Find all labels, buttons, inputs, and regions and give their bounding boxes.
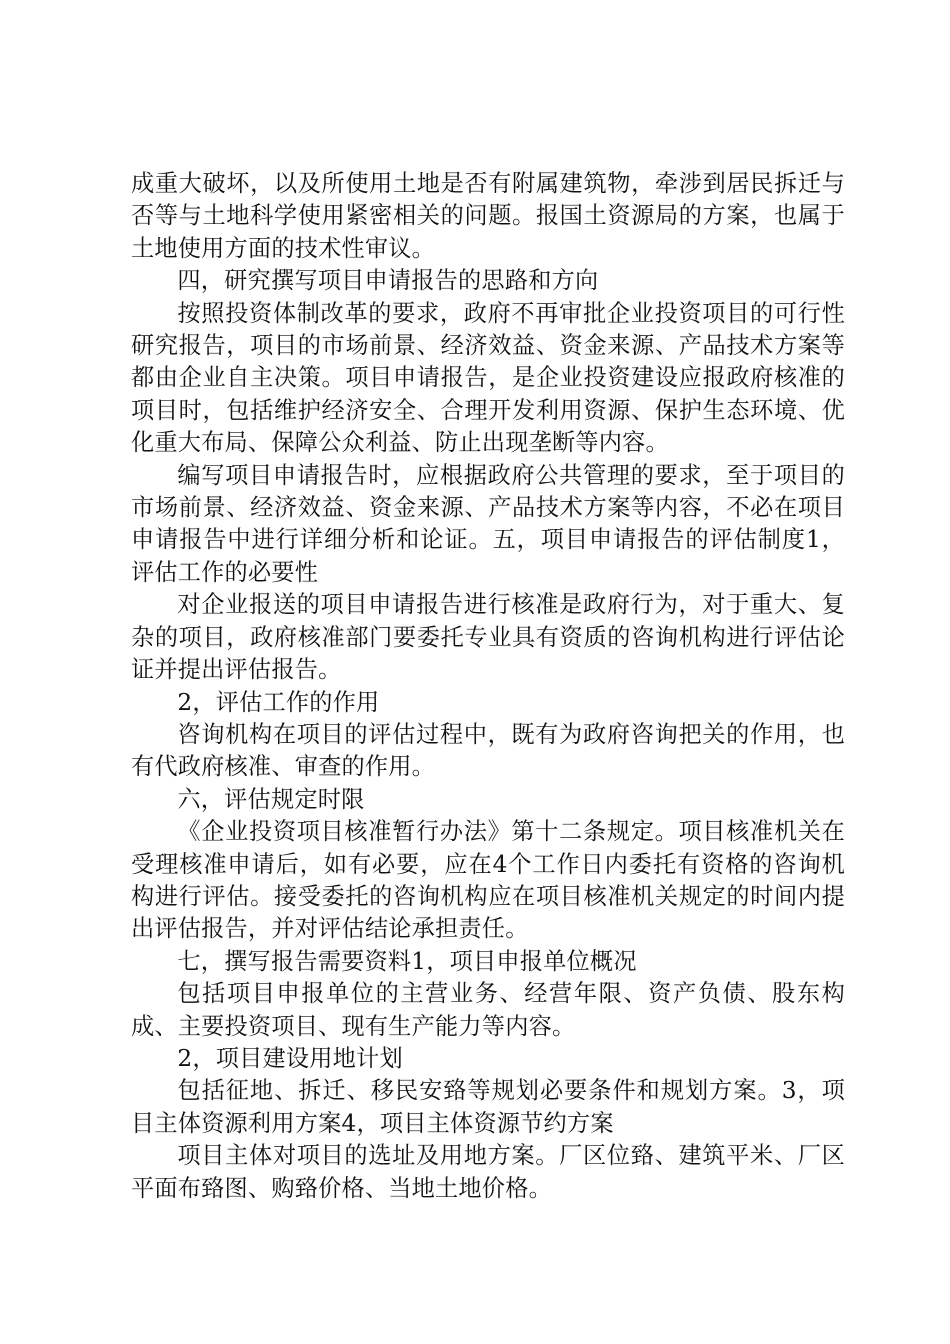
section-heading: 2，项目建设用地计划 <box>177 1044 403 1072</box>
paragraph: 编写项目申请报告时，应根据政府公共管理的要求，至于项目的市场前景、经济效益、资金来源、产品技术方案等内容，不必在项目申请报告中进行详细分析和论证。五，项目申请报告的评估制度1，评估工作的必要性 <box>131 461 845 586</box>
paragraph: 按照投资体制改革的要求，政府不再审批企业投资项目的可行性研究报告，项目的市场前景、经济效益、资金来源、产品技术方案等都由企业自主决策。项目申请报告，是企业投资建设应报政府核准的项目时，包括维护经济安全、合理开发利用资源、保护生态环境、优化重大布局、保障公众利益、防止出现垄断等内容。 <box>131 299 845 457</box>
document-body <box>131 168 845 1205</box>
paragraph: 项目主体对项目的选址及用地方案。厂区位臵、建筑平米、厂区平面布臵图、购臵价格、当地土地价格。 <box>131 1142 845 1202</box>
section-heading: 七，撰写报告需要资料1，项目申报单位概况 <box>177 947 637 975</box>
paragraph: 咨询机构在项目的评估过程中，既有为政府咨询把关的作用，也有代政府核准、审查的作用。 <box>131 720 845 781</box>
section-heading: 四，研究撰写项目申请报告的思路和方向 <box>177 267 599 295</box>
section-heading: 六，评估规定时限 <box>177 785 365 813</box>
paragraph: 成重大破坏，以及所使用土地是否有附属建筑物，牵涉到居民拆迁与否等与土地科学使用紧密相关的问题。报国土资源局的方案，也属于土地使用方面的技术性审议。 <box>131 170 845 262</box>
paragraph: 《企业投资项目核准暂行办法》第十二条规定。项目核准机关在受理核准申请后，如有必要，应在4个工作日内委托有资格的咨询机构进行评估。接受委托的咨询机构应在项目核准机关规定的时间内提出评估报告，并对评估结论承担责任。 <box>131 818 845 943</box>
paragraph: 包括项目申报单位的主营业务、经营年限、资产负债、股东构成、主要投资项目、现有生产能力等内容。 <box>131 980 845 1040</box>
section-heading: 2，评估工作的作用 <box>177 688 380 716</box>
paragraph: 包括征地、拆迁、移民安臵等规划必要条件和规划方案。3，项目主体资源利用方案4，项目主体资源节约方案 <box>131 1077 845 1137</box>
paragraph: 对企业报送的项目申请报告进行核准是政府行为，对于重大、复杂的项目，政府核准部门要委托专业具有资质的咨询机构进行评估论证并提出评估报告。 <box>131 591 845 684</box>
